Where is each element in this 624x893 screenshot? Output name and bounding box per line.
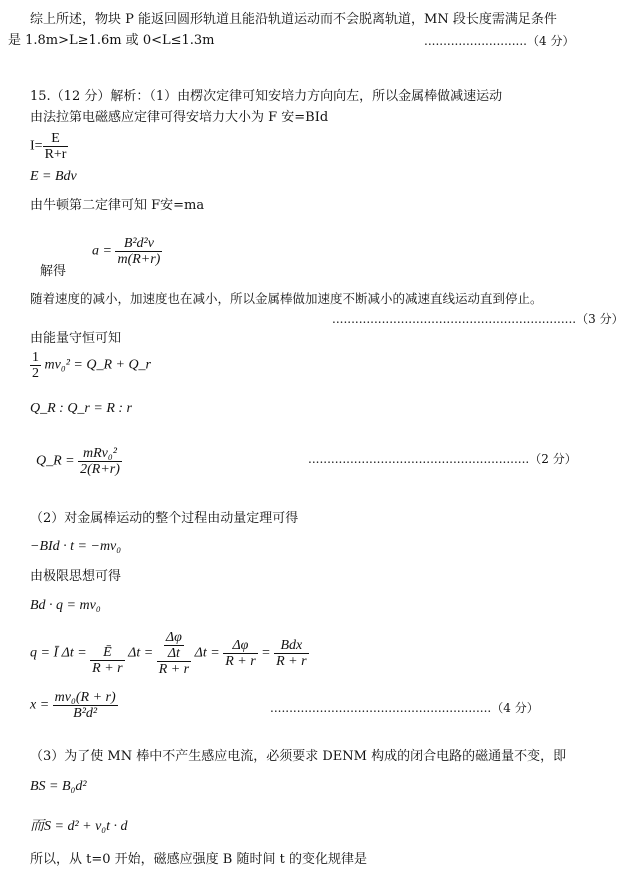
a-num: B²d²v: [115, 236, 162, 252]
x-fraction: [53, 690, 118, 721]
flux-equation: BS = B₀d²: [30, 779, 87, 794]
conclusion-line-2: 是 1.8m>L≥1.6m 或 0<L≤1.3m: [8, 33, 215, 48]
x-lhs: x =: [30, 697, 50, 713]
current-lhs: I=: [30, 138, 43, 154]
qr-fraction: [78, 446, 122, 477]
final-statement: 所以，从 t=0 开始，磁感应强度 B 随时间 t 的变化规律是: [30, 852, 367, 867]
q-frac-2: [157, 630, 191, 677]
current-fraction: [43, 131, 69, 162]
a-fraction: [115, 236, 162, 267]
q-frac-4-den: R + r: [276, 654, 307, 669]
current-equation: [30, 131, 68, 162]
emf-equation: E = Bdv: [30, 169, 77, 184]
acceleration-equation: [92, 236, 162, 267]
solve-label: 解得: [40, 264, 67, 279]
deceleration-statement: 随着速度的减小，加速度也在减小，所以金属棒做加速度不断减小的减速直线运动直到停止。: [30, 291, 543, 306]
q-frac-3: [223, 638, 257, 669]
energy-rest: mv₀² = Q_R + Q_r: [44, 357, 152, 373]
q15-header: 15.（12 分）解析：（1）由楞次定律可知安培力方向向左，所以金属棒做减速运动: [30, 89, 503, 104]
qr-num: mRv₀²: [78, 446, 122, 462]
q-frac-2-den: R + r: [158, 662, 190, 677]
current-num: E: [43, 131, 69, 147]
q-mid-1: Δt =: [128, 645, 154, 661]
q-frac-3-den: R + r: [225, 654, 256, 669]
q-frac-2-inner-den: Δt: [167, 646, 180, 661]
q-frac-2-inner-num: Δφ: [165, 630, 182, 645]
heat-ratio: Q_R : Q_r = R : r: [30, 401, 132, 416]
q-frac-1-num: Ē: [90, 645, 124, 661]
limit-statement: 由极限思想可得: [30, 569, 122, 584]
score-3pts: ................................................................（3 分）: [332, 312, 624, 326]
charge-momentum-equation: Bd · q = mv₀: [30, 598, 101, 613]
q-frac-2-num: [157, 630, 191, 662]
current-den: R+r: [44, 147, 67, 162]
part3-statement: （3）为了使 MN 棒中不产生感应电流，必须要求 DENM 构成的闭合电路的磁通量不变，即: [30, 749, 567, 764]
q-mid-2: Δt =: [194, 645, 220, 661]
area-equation: 而S = d² + v₀t · d: [30, 819, 128, 834]
a-lhs: a =: [92, 243, 112, 259]
x-num: mv₀(R + r): [54, 690, 116, 705]
q-frac-1: [90, 645, 124, 676]
q-lhs: q = Ī Δt =: [30, 645, 87, 661]
half-fraction: [30, 350, 41, 381]
q-frac-1-den: R + r: [92, 661, 123, 676]
energy-statement: 由能量守恒可知: [30, 331, 122, 346]
newton-statement: 由牛顿第二定律可知 F安=ma: [30, 198, 205, 213]
q-frac-4-num: Bdx: [274, 638, 308, 654]
x-den: B²d²: [73, 706, 98, 721]
q-frac-2-inner: [164, 630, 184, 661]
score-2pts: ..........................................................（2 分）: [308, 452, 577, 466]
q-frac-4: [274, 638, 308, 669]
energy-equation: [30, 350, 151, 381]
half-num: 1: [32, 350, 39, 365]
qr-lhs: Q_R =: [36, 453, 75, 469]
score-4pts-bottom: ..........................................................（4 分）: [270, 701, 539, 715]
displacement-equation: [30, 690, 118, 721]
conclusion-line-1: 综上所述，物块 P 能返回圆形轨道且能沿轨道运动而不会脱离轨道，MN 段长度需满足条件: [30, 12, 557, 27]
half-den: 2: [32, 366, 39, 381]
q-eq-sign: =: [261, 645, 271, 661]
charge-equation: [30, 630, 309, 677]
q-frac-3-num: Δφ: [223, 638, 257, 654]
part2-statement: （2）对金属棒运动的整个过程由动量定理可得: [30, 511, 299, 526]
faraday-statement: 由法拉第电磁感应定律可得安培力大小为 F 安=BId: [30, 110, 329, 125]
qr-den: 2(R+r): [80, 462, 120, 477]
momentum-equation: −BId · t = −mv₀: [30, 539, 122, 554]
a-den: m(R+r): [117, 252, 161, 267]
qr-equation: [36, 446, 122, 477]
score-4pts-top: ...........................（4 分）: [424, 34, 575, 48]
